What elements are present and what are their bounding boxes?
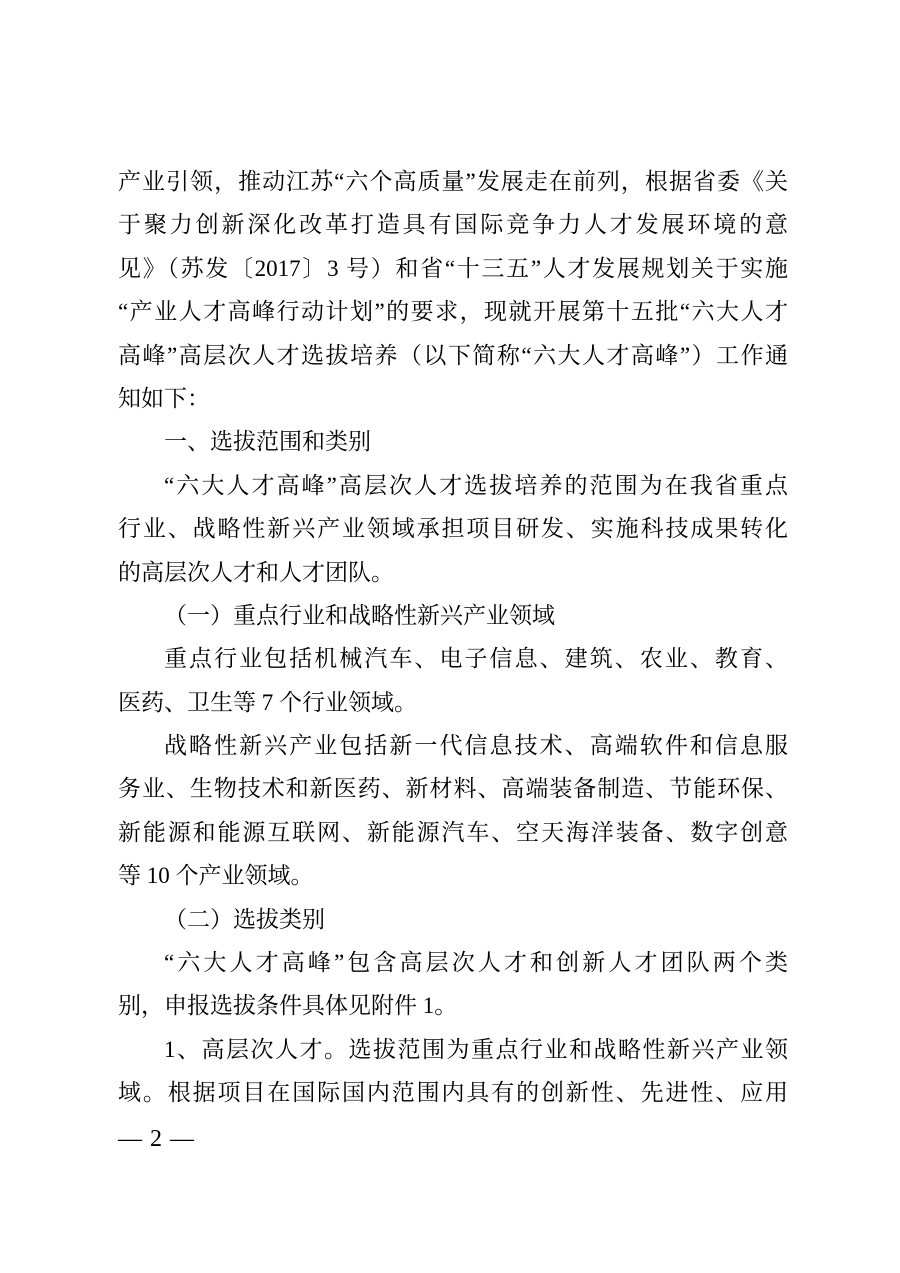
- text-line: 务业、生物技术和新医药、新材料、高端装备制造、节能环保、: [118, 776, 788, 802]
- page-number: — 2 —: [118, 1126, 195, 1152]
- text-line: 行业、战略性新兴产业领域承担项目研发、实施科技成果转化: [118, 516, 788, 542]
- text-line: 域。根据项目在国际国内范围内具有的创新性、先进性、应用: [118, 1080, 788, 1106]
- text-line: “产业人才高峰行动计划”的要求，现就开展第十五批“六大人才: [118, 299, 788, 325]
- document-body: [118, 160, 788, 1115]
- text-line: 于聚力创新深化改革打造具有国际竞争力人才发展环境的意: [118, 212, 788, 238]
- text-line: 别，申报选拔条件具体见附件 1。: [118, 993, 458, 1019]
- text-line: “六大人才高峰”高层次人才选拔培养的范围为在我省重点: [164, 472, 788, 498]
- text-line: 知如下：: [118, 385, 210, 411]
- text-line: 新能源和能源互联网、新能源汽车、空天海洋装备、数字创意: [118, 819, 788, 845]
- text-line: “六大人才高峰”包含高层次人才和创新人才团队两个类: [164, 950, 788, 976]
- text-line: 1、高层次人才。选拔范围为重点行业和战略性新兴产业领: [164, 1036, 788, 1062]
- text-line: 重点行业包括机械汽车、电子信息、建筑、农业、教育、: [164, 646, 788, 672]
- text-line: 一、选拔范围和类别: [164, 429, 371, 455]
- text-line: 见》（苏发〔2017〕3 号）和省“十三五”人才发展规划关于实施: [118, 255, 788, 281]
- text-line: 产业引领，推动江苏“六个高质量”发展走在前列，根据省委《关: [118, 169, 788, 194]
- text-line: 医药、卫生等 7 个行业领域。: [118, 689, 417, 715]
- text-line: 的高层次人才和人才团队。: [118, 559, 394, 585]
- text-line: 等 10 个产业领域。: [118, 863, 314, 889]
- text-line: 战略性新兴产业包括新一代信息技术、高端软件和信息服: [164, 733, 788, 759]
- text-line: （一）重点行业和战略性新兴产业领域: [164, 602, 555, 628]
- text-line: 高峰”高层次人才选拔培养（以下简称“六大人才高峰”）工作通: [118, 342, 788, 368]
- text-line: （二）选拔类别: [164, 906, 325, 932]
